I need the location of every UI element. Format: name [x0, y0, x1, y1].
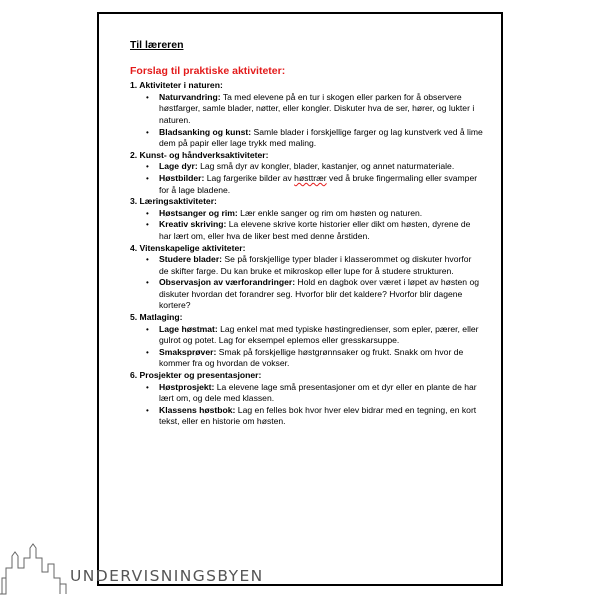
list-item [130, 161, 483, 173]
section-title: 2. Kunst- og håndverksaktiviteter: [130, 149, 269, 160]
item-text: Samle blader i forskjellige farger og lag kunstverk ved å lime dem på papir eller lage trykk med maling. [159, 126, 483, 149]
item-term: Klassens høstbok: [159, 404, 236, 415]
list-item [130, 219, 483, 242]
item-text: La elevene skrive korte historier eller dikt om høsten, dyrene de har lært om, eller hva de liker best med denne årstiden. [159, 219, 471, 241]
list-item [130, 173, 483, 196]
list-item [130, 277, 483, 312]
item-term: Høstprosjekt: [159, 381, 215, 392]
list-item [130, 382, 483, 405]
item-term: Lage høstmat: [159, 323, 218, 334]
item-text: Lær enkle sanger og rim om høsten og naturen. [237, 207, 423, 218]
section [130, 150, 483, 196]
section [130, 80, 483, 150]
list-item [130, 92, 483, 127]
section-title: 1. Aktiviteter i naturen: [130, 80, 223, 91]
section-title: 6. Prosjekter og presentasjoner: [130, 370, 262, 381]
section [130, 196, 483, 242]
item-text: ved å bruke fingermaling eller svamper for å lage bladene. [159, 172, 478, 195]
document-title: Til læreren [130, 39, 184, 51]
item-text: Lag en felles bok hvor hver elev bidrar med en tegning, en kort tekst, eller en historie om høsten. [159, 404, 477, 427]
item-term: Lage dyr: [159, 161, 198, 172]
item-text: La elevene lage små presentasjoner om et dyr eller en plante de har lært om, og dele med klassen. [159, 381, 477, 404]
item-text: Hold en dagbok over været i løpet av høsten og diskuter hvordan det forandrer seg. Hvorfor blir det kaldere? Hvorfor blir dagene kortere? [159, 277, 480, 311]
item-term: Smaksprøver: [159, 346, 217, 357]
item-text: Ta med elevene på en tur i skogen eller parken for å observere høstfarger, samle blader, nøtter, eller kongler. Diskuter hva de ser, hører, og lukter i naturen. [159, 91, 475, 125]
item-term: Naturvandring: [159, 91, 221, 102]
item-text: Smak på forskjellige høstgrønnsaker og frukt. Snakk om hvor de kommer fra og hvordan de vokser. [159, 346, 464, 369]
document-page [97, 12, 503, 586]
item-text: Se på forskjellige typer blader i klasserommet og diskuter hvorfor de skifter farge. Du kan bruke et mikroskop eller lupe for å studere strukturen. [159, 254, 472, 276]
list-item [130, 405, 483, 428]
list-item [130, 347, 483, 370]
item-term: Studere blader: [159, 254, 223, 265]
item-text: Lag fargerike bilder av [204, 172, 295, 183]
list-item [130, 324, 483, 347]
section [130, 370, 483, 428]
section-title: 4. Vitenskapelige aktiviteter: [130, 242, 246, 253]
watermark-brand-text: UNDERVISNINGSBYEN [70, 567, 264, 585]
item-term: Bladsanking og kunst: [159, 126, 252, 137]
item-text: Lag enkel mat med typiske høstingredienser, som epler, pærer, eller gulrot og potet. Lag for eksempel eplemos eller gresskarsuppe. [159, 323, 479, 346]
spellcheck-marked-word[interactable]: høsttrær [294, 172, 327, 183]
item-term: Kreativ skriving: [159, 219, 227, 230]
activities-heading: Forslag til praktiske aktiviteter: [130, 64, 286, 77]
section [130, 243, 483, 313]
item-term: Høstbilder: [159, 172, 205, 183]
list-item [130, 127, 483, 150]
item-text: Lag små dyr av kongler, blader, kastanjer, og annet naturmateriale. [197, 161, 455, 172]
section [130, 312, 483, 370]
document-content [130, 40, 483, 428]
list-item [130, 208, 483, 220]
list-item [130, 254, 483, 277]
item-term: Observasjon av værforandringer: [159, 277, 296, 288]
item-term: Høstsanger og rim: [159, 207, 238, 218]
section-title: 3. Læringsaktiviteter: [130, 196, 217, 207]
section-title: 5. Matlaging: [130, 312, 183, 323]
